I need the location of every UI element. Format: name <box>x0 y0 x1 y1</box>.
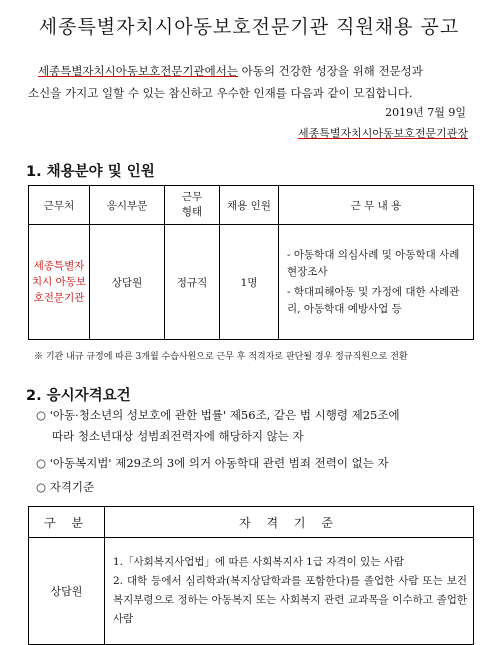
recruitment-table <box>28 185 474 340</box>
section2-heading: 2. 응시자격요건 <box>26 388 131 404</box>
criteria-table <box>28 506 474 645</box>
section1-heading: 1. 채용분야 및 인원 <box>26 164 155 180</box>
intro-line2: 소신을 가지고 일할 수 있는 참신하고 우수한 인재를 다음과 같이 모집합니다. <box>28 86 413 100</box>
header-workplace: 근무처 <box>29 186 90 225</box>
table-header-row <box>29 186 474 225</box>
table-header-row <box>29 507 474 538</box>
duty-item: - 학대피해아동 및 가정에 대한 사례관리, 아동학대 예방사업 등 <box>287 285 460 315</box>
criteria-item: 1.「사회복지사업법」에 따른 사회복지사 1급 자격이 있는 사람 <box>113 556 405 568</box>
header-count: 채용 인원 <box>220 186 279 225</box>
table-row <box>29 225 474 340</box>
issuer: 세종특별자치시아동보호전문기관장 <box>297 127 468 140</box>
circle-bullet-icon: ○ <box>36 456 47 470</box>
cell-criteria <box>105 538 474 645</box>
header-category: 구 분 <box>29 507 105 538</box>
qualification-item <box>36 405 482 447</box>
duty-item: - 아동학대 의심사례 및 아동학대 사례 현장조사 <box>287 248 460 278</box>
circle-bullet-icon: ○ <box>36 408 47 422</box>
page-title: 세종특별자치시아동보호전문기관 직원채용 공고 <box>38 16 460 38</box>
header-field: 응시부문 <box>90 186 165 225</box>
notice-date: 2019년 7월 9일 <box>385 106 466 119</box>
cell-duties <box>279 225 474 340</box>
qualification-text: '아동·청소년의 성보호에 관한 법률' 제56조, 같은 법 시행령 제25조에 <box>49 408 400 422</box>
cell-field: 상담원 <box>90 225 165 340</box>
probation-note: ※ 기관 내규 규정에 따른 3개월 수습사원으로 근무 후 적격자로 판단될 경우 정규직원으로 전환 <box>34 352 408 362</box>
cell-category: 상담원 <box>29 538 105 645</box>
criteria-item: 2. 대학 등에서 심리학과(복지상담학과를 포함한다)를 졸업한 사람 또는 보건복지부령으로 정하는 아동복지 또는 사회복지 관련 교과목을 이수하고 졸업한 사람 <box>113 575 467 625</box>
table-row <box>29 538 474 645</box>
qualification-text: '아동복지법' 제29조의 3에 의거 아동학대 관련 범죄 전력이 없는 자 <box>49 456 389 470</box>
qualification-cont: 따라 청소년대상 성범죄전력자에 해당하지 않는 자 <box>52 429 304 443</box>
intro-paragraph <box>28 60 474 104</box>
header-type: 근무 형태 <box>165 186 220 225</box>
cell-count: 1명 <box>220 225 279 340</box>
circle-bullet-icon: ○ <box>36 480 47 494</box>
qualification-item <box>36 477 482 498</box>
cell-workplace: 세종특별자치시 아동보호전문기관 <box>29 225 90 340</box>
header-duties: 근 무 내 용 <box>279 186 474 225</box>
org-name: 세종특별자치시아동보호전문기관에서는 <box>38 64 238 78</box>
qualification-text: 자격기준 <box>49 480 95 494</box>
intro-line1: 아동의 건강한 성장을 위해 전문성과 <box>237 64 423 78</box>
qualification-item <box>36 453 482 474</box>
header-criteria: 자 격 기 준 <box>105 507 474 538</box>
cell-type: 정규직 <box>165 225 220 340</box>
